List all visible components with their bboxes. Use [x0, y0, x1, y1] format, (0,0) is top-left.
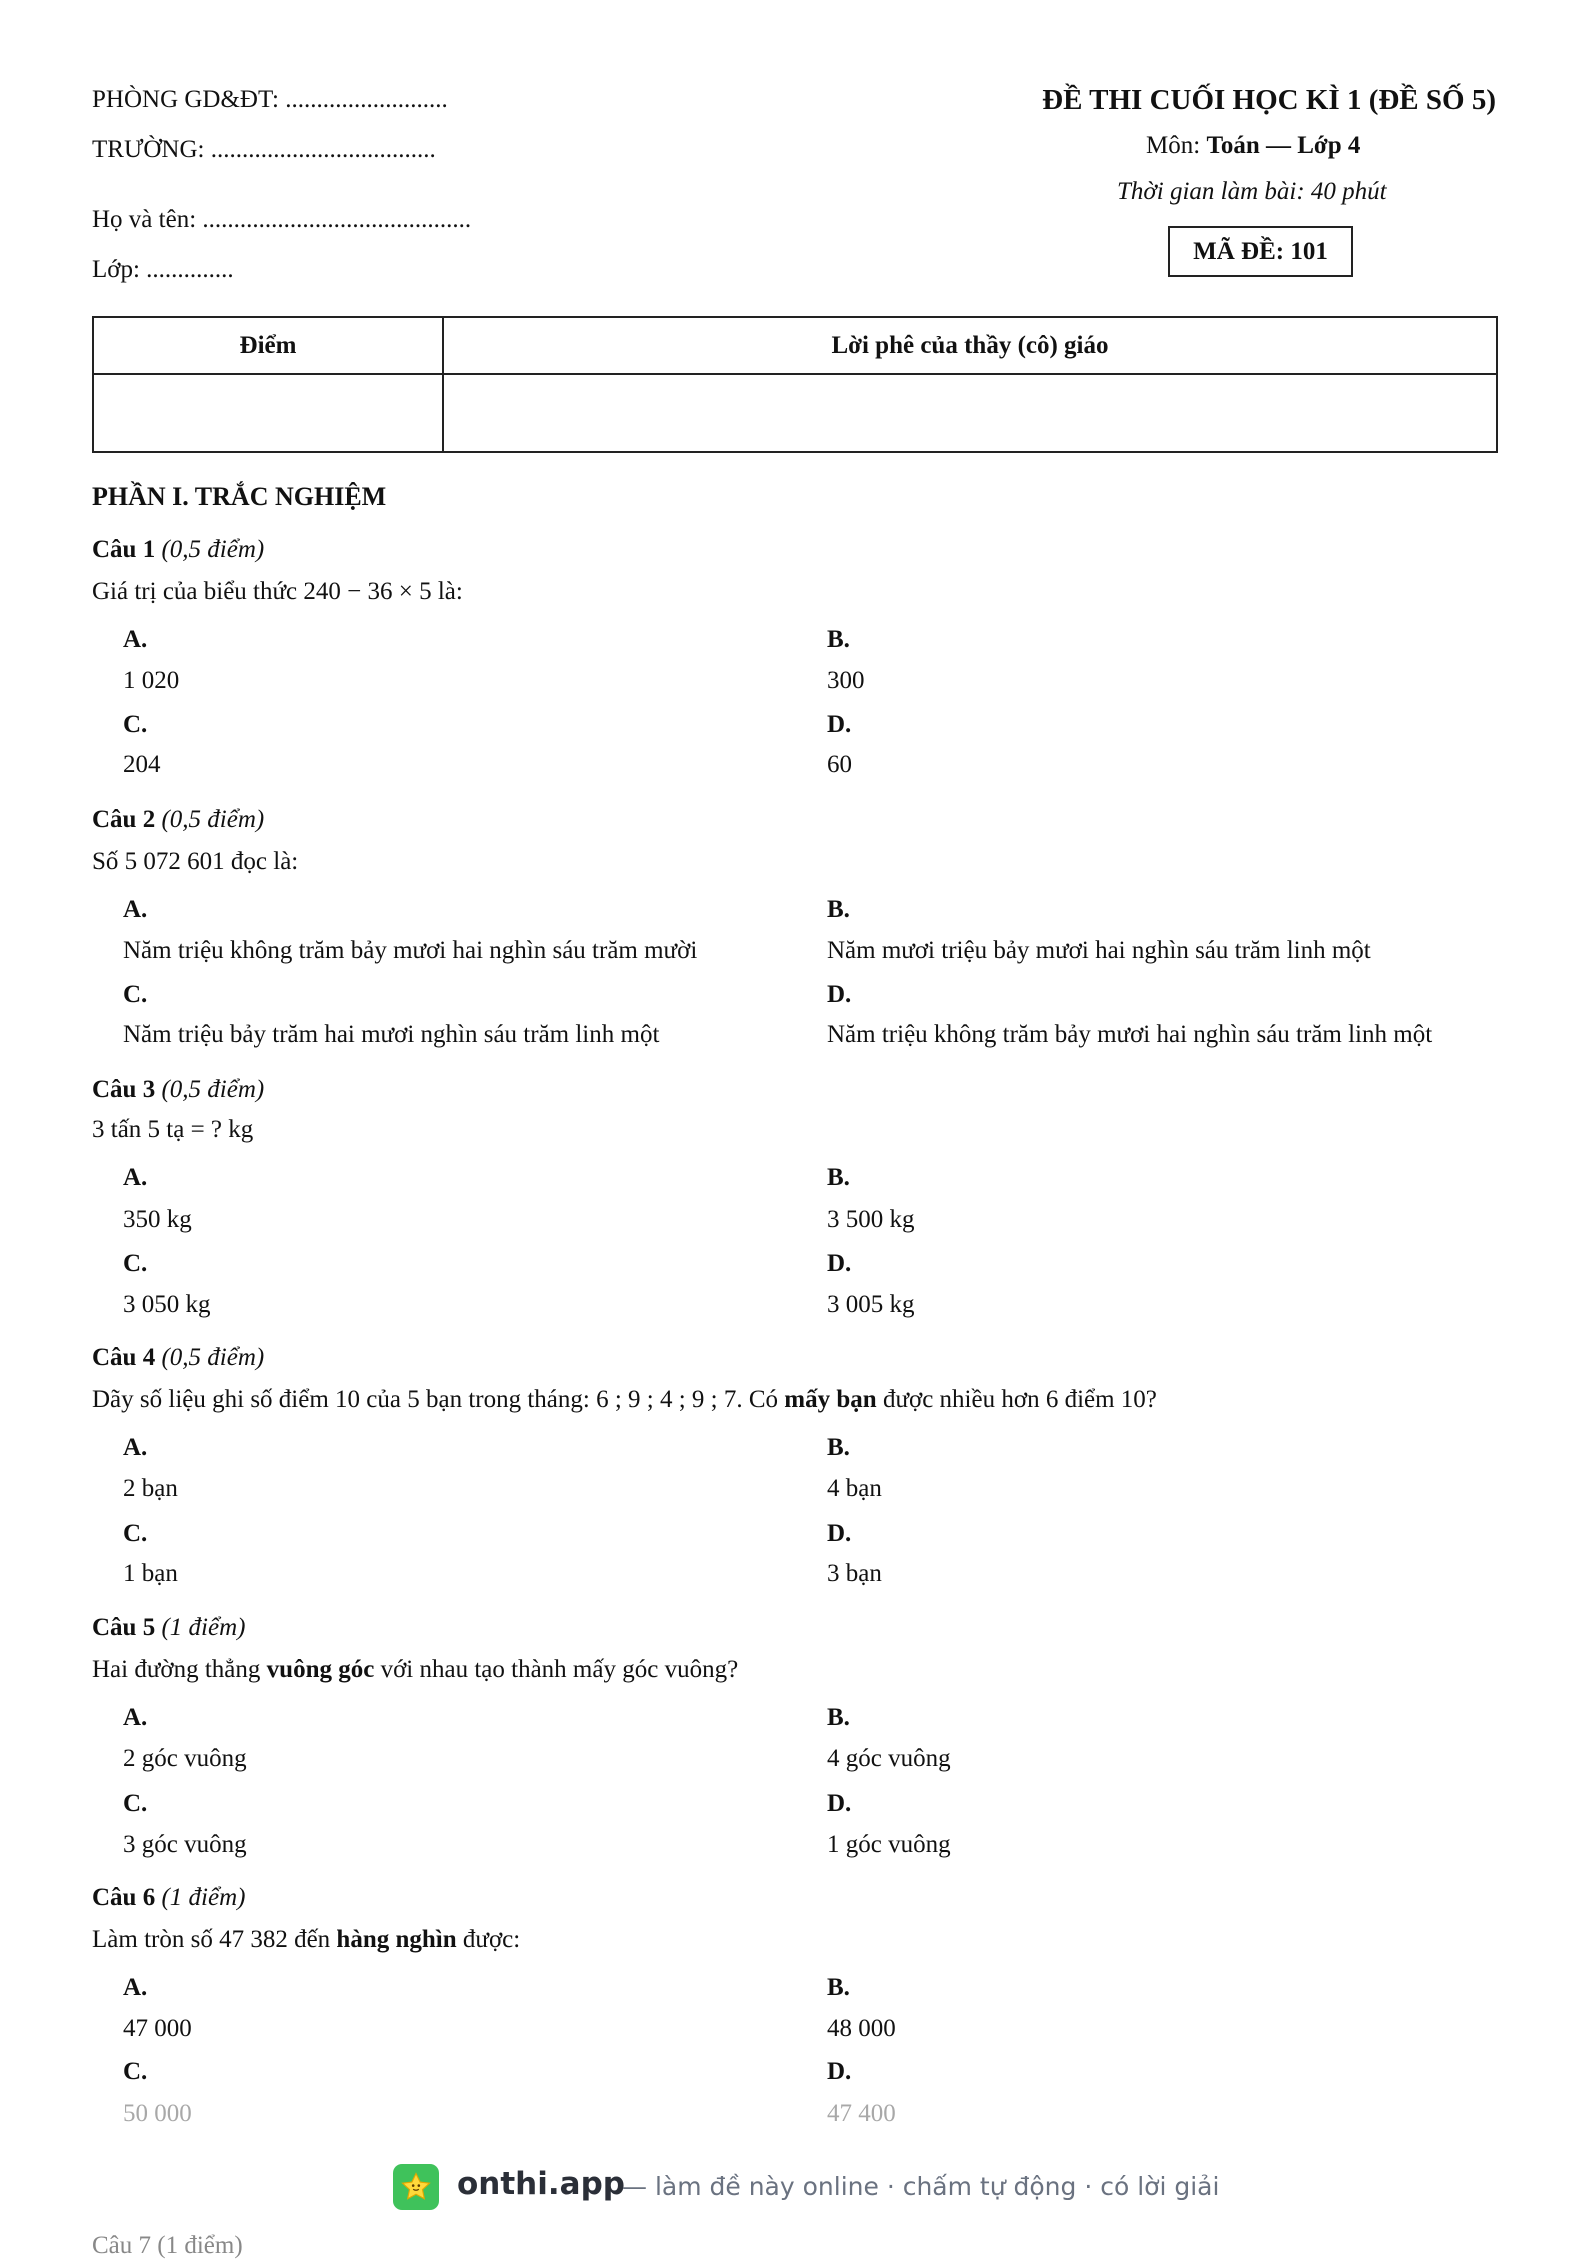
section-title: PHẦN I. TRẮC NGHIỆM — [92, 482, 387, 511]
question-text-part: Làm tròn số 47 382 đến — [92, 1926, 337, 1953]
question-points: (1 điểm) — [161, 1884, 246, 1911]
q1-option-c[interactable]: 204 — [123, 751, 161, 778]
q4-option-b-letter: B. — [827, 1434, 850, 1461]
q3-option-b-letter: B. — [827, 1164, 850, 1191]
q6-option-b-letter: B. — [827, 1974, 850, 2001]
q4-option-d-letter: D. — [827, 1520, 852, 1547]
subject-prefix: Môn: — [1146, 132, 1207, 159]
question-label: Câu 5 — [92, 1614, 156, 1641]
time-limit: Thời gian làm bài: 40 phút — [1117, 178, 1387, 205]
department-field: PHÒNG GD&ĐT: .......................... — [92, 86, 448, 113]
q1-option-b[interactable]: 300 — [827, 667, 865, 694]
star-icon — [399, 2170, 433, 2204]
q2-option-a-letter: A. — [123, 896, 148, 923]
q2-option-c[interactable]: Năm triệu bảy trăm hai mươi nghìn sáu trăm linh một — [123, 1021, 660, 1048]
q4-option-b[interactable]: 4 bạn — [827, 1475, 882, 1502]
q2-option-c-letter: C. — [123, 981, 148, 1008]
logo[interactable] — [393, 2164, 439, 2210]
q5-option-c[interactable]: 3 góc vuông — [123, 1831, 247, 1858]
q5-option-d-letter: D. — [827, 1790, 852, 1817]
q2-option-b-letter: B. — [827, 896, 850, 923]
q6-option-a-letter: A. — [123, 1974, 148, 2001]
comment-header: Lời phê của thầy (cô) giáo — [831, 331, 1109, 359]
question-3-header — [92, 1076, 264, 1104]
question-2-text: Số 5 072 601 đọc là: — [92, 848, 299, 875]
q2-option-d[interactable]: Năm triệu không trăm bảy mươi hai nghìn sáu trăm linh một — [827, 1021, 1433, 1048]
q4-option-a-letter: A. — [123, 1434, 148, 1461]
q5-option-b-letter: B. — [827, 1704, 850, 1731]
question-points: (0,5 điểm) — [161, 1344, 265, 1371]
q1-option-a-letter: A. — [123, 626, 148, 653]
question-text-part: Dãy số liệu ghi số điểm 10 của 5 bạn trong tháng: 6 ; 9 ; 4 ; 9 ; 7. Có — [92, 1386, 785, 1413]
promo-banner[interactable] — [0, 2148, 1586, 2228]
q3-option-a[interactable]: 350 kg — [123, 1206, 192, 1233]
question-text-emphasis: vuông góc — [266, 1656, 375, 1683]
q1-option-c-letter: C. — [123, 711, 148, 738]
q3-option-a-letter: A. — [123, 1164, 148, 1191]
question-label: Câu 3 — [92, 1076, 156, 1103]
question-2-header — [92, 806, 264, 834]
q5-option-a-letter: A. — [123, 1704, 148, 1731]
question-text-part: được: — [456, 1926, 521, 1953]
q4-option-a[interactable]: 2 bạn — [123, 1475, 178, 1502]
subject-name: Toán — Lớp 4 — [1206, 132, 1361, 159]
q2-option-d-letter: D. — [827, 981, 852, 1008]
q4-option-d[interactable]: 3 bạn — [827, 1560, 882, 1587]
q6-option-d-letter: D. — [827, 2058, 852, 2085]
question-label: Câu 1 — [92, 536, 156, 563]
q5-option-a[interactable]: 2 góc vuông — [123, 1745, 247, 1772]
exam-code-box — [1168, 226, 1353, 277]
q6-option-c[interactable]: 50 000 — [123, 2100, 192, 2127]
question-label: Câu 4 — [92, 1344, 156, 1371]
q6-option-a[interactable]: 47 000 — [123, 2015, 192, 2042]
question-4-header — [92, 1344, 264, 1372]
subject-line — [1146, 132, 1360, 160]
q1-option-b-letter: B. — [827, 626, 850, 653]
q1-option-a[interactable]: 1 020 — [123, 667, 180, 694]
student-name-field: Họ và tên: ........................................... — [92, 206, 472, 233]
q2-option-b[interactable]: Năm mươi triệu bảy mươi hai nghìn sáu trăm linh một — [827, 937, 1371, 964]
q5-option-b[interactable]: 4 góc vuông — [827, 1745, 951, 1772]
question-1-text: Giá trị của biểu thức 240 − 36 × 5 là: — [92, 578, 463, 605]
q3-option-d-letter: D. — [827, 1250, 852, 1277]
next-question-cutoff: Câu 7 (1 điểm) — [92, 2232, 243, 2259]
q3-option-c-letter: C. — [123, 1250, 148, 1277]
question-points: (0,5 điểm) — [161, 536, 265, 563]
q6-option-b[interactable]: 48 000 — [827, 2015, 896, 2042]
brand-name[interactable]: onthi.app — [457, 2166, 625, 2202]
q6-option-c-letter: C. — [123, 2058, 148, 2085]
question-4-text — [92, 1386, 1157, 1414]
question-label: Câu 2 — [92, 806, 156, 833]
q5-option-d[interactable]: 1 góc vuông — [827, 1831, 951, 1858]
q4-option-c[interactable]: 1 bạn — [123, 1560, 178, 1587]
question-text-part: với nhau tạo thành mấy góc vuông? — [374, 1656, 739, 1683]
question-points: (0,5 điểm) — [161, 806, 265, 833]
banner-tagline: — làm đề này online · chấm tự động · có lời giải — [622, 2172, 1220, 2201]
school-field: TRƯỜNG: .................................... — [92, 136, 436, 163]
question-text-emphasis: hàng nghìn — [336, 1926, 457, 1953]
q6-option-d[interactable]: 47 400 — [827, 2100, 896, 2127]
question-6-header — [92, 1884, 245, 1912]
q3-option-c[interactable]: 3 050 kg — [123, 1291, 211, 1318]
question-6-text — [92, 1926, 520, 1954]
question-points: (1 điểm) — [161, 1614, 246, 1641]
question-5-text — [92, 1656, 738, 1684]
exam-title: ĐỀ THI CUỐI HỌC KÌ 1 (ĐỀ SỐ 5) — [1042, 84, 1496, 116]
class-field: Lớp: .............. — [92, 256, 234, 283]
q3-option-d[interactable]: 3 005 kg — [827, 1291, 915, 1318]
q1-option-d-letter: D. — [827, 711, 852, 738]
q1-option-d[interactable]: 60 — [827, 751, 852, 778]
q5-option-c-letter: C. — [123, 1790, 148, 1817]
question-text-part: được nhiều hơn 6 điểm 10? — [876, 1386, 1157, 1413]
score-header: Điểm — [239, 331, 297, 359]
question-text-part: Hai đường thẳng — [92, 1656, 267, 1683]
question-5-header — [92, 1614, 245, 1642]
exam-code: MÃ ĐỀ: 101 — [1193, 237, 1328, 265]
question-3-text: 3 tấn 5 tạ = ? kg — [92, 1116, 254, 1143]
question-1-header — [92, 536, 264, 564]
q3-option-b[interactable]: 3 500 kg — [827, 1206, 915, 1233]
table-divider-horizontal — [94, 373, 1496, 375]
q2-option-a[interactable]: Năm triệu không trăm bảy mươi hai nghìn sáu trăm mười — [123, 937, 698, 964]
q4-option-c-letter: C. — [123, 1520, 148, 1547]
score-table — [92, 316, 1498, 453]
question-text-emphasis: mấy bạn — [784, 1386, 877, 1413]
question-points: (0,5 điểm) — [161, 1076, 265, 1103]
question-label: Câu 6 — [92, 1884, 156, 1911]
